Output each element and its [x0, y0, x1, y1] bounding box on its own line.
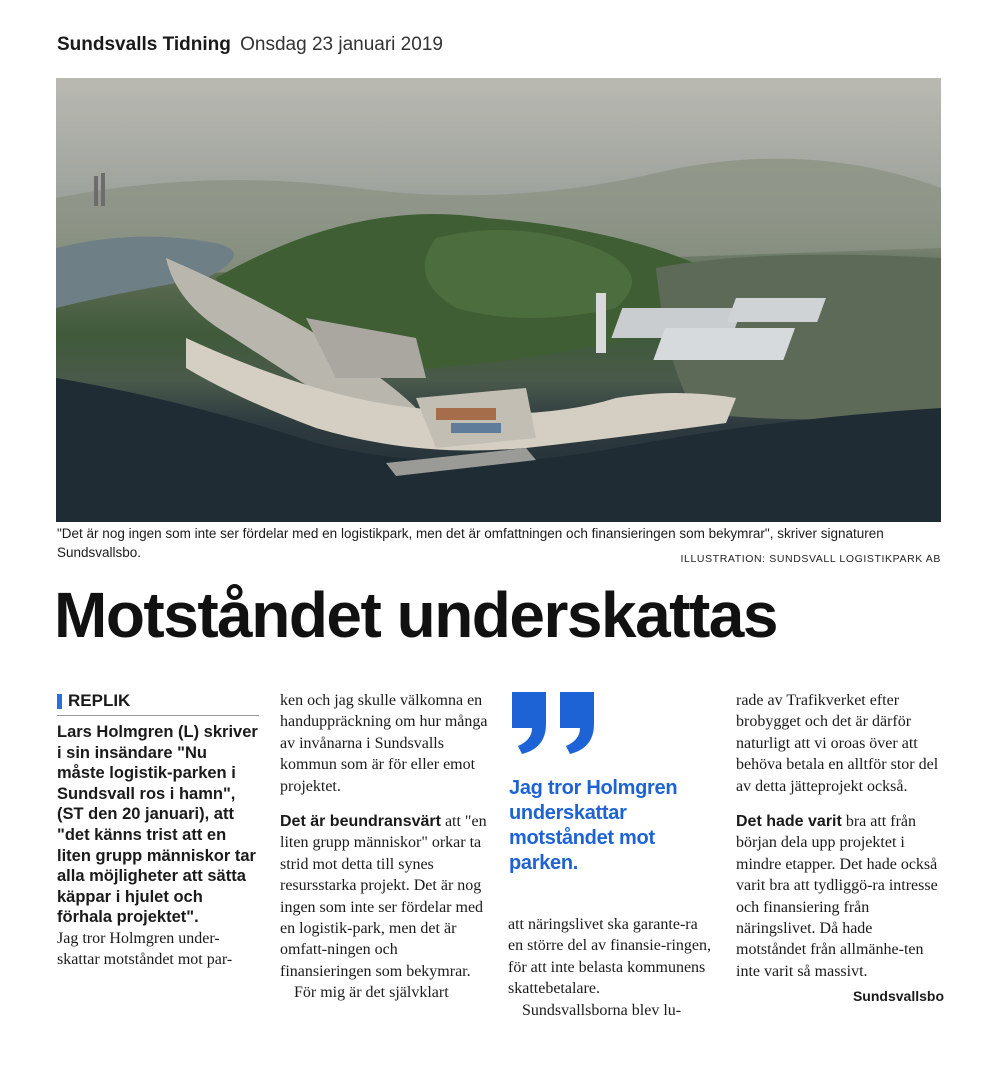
column-4-paragraph-2-text: bra att från början dela upp projektet i mindre etapper. Det hade också varit bra att tydliggö-ra intresse och finansiering från näringslivet. Då hade motståndet från allmänhe-ten inte varit så massivt. — [736, 813, 938, 980]
column-2-paragraph-2 — [280, 811, 490, 982]
masthead — [57, 34, 443, 56]
column-4-paragraph-2 — [736, 811, 944, 982]
kicker-label: REPLIK — [68, 691, 131, 710]
quotation-mark-icon — [508, 688, 608, 758]
photo-caption: "Det är nog ingen som inte ser fördelar med en logistikpark, men det är omfattningen och finansieringen som bekymrar", skriver signaturen Sundsvallsbo. — [57, 526, 884, 560]
author-signature: Sundsvallsbo — [852, 988, 944, 1005]
kicker — [57, 690, 259, 712]
column-1 — [57, 690, 259, 971]
kicker-divider — [57, 715, 259, 716]
column-3-paragraph-1: att näringslivet ska garante-ra en större del av finansie-ringen, för att inte belasta kommunens skattebetalare. — [508, 916, 712, 998]
column-1-body: Jag tror Holmgren under-skattar motståndet mot par- — [57, 929, 233, 969]
column-2 — [280, 690, 490, 1004]
column-3-paragraph-2: Sundsvallsborna blev lu- — [522, 1001, 682, 1019]
column-4 — [736, 690, 944, 1008]
issue-date: Onsdag 23 januari 2019 — [240, 34, 443, 55]
pull-quote — [508, 688, 708, 888]
aerial-illustration — [56, 78, 941, 522]
column-3 — [508, 914, 716, 1021]
column-2-paragraph-2-text: att "en liten grupp människor" orkar ta strid mot detta till synes resursstarka projekt. Det är nog ingen som inte ser fördelar med en logistik-park, men det är omfatt-ningen och finansieringen som bekymrar. — [280, 813, 487, 980]
lead-in: Det hade varit — [736, 813, 842, 831]
kicker-marker — [57, 694, 62, 709]
ingress: Lars Holmgren (L) skriver i sin insändare "Nu måste logistik-parken i Sundsvall ros i hamn", (ST den 20 januari), att "det känns trist att en liten grupp människor tar alla möjligheter att sätta käppar i hjulet och förhala projektet". — [57, 723, 258, 927]
illustration-graphic — [56, 78, 941, 522]
photo-credit: ILLUSTRATION: SUNDSVALL LOGISTIKPARK AB — [680, 553, 941, 565]
column-4-paragraph-1: rade av Trafikverket efter brobygget och det är därför naturligt att vi oroas över att behöva betala en alltför stor del av detta jätteprojekt också. — [736, 692, 939, 795]
newspaper-name: Sundsvalls Tidning — [57, 34, 231, 55]
column-2-paragraph-1: ken och jag skulle välkomna en handuppräckning om hur många av invånarna i Sundsvalls kommun som är för eller emot projektet. — [280, 692, 488, 795]
pull-quote-text: Jag tror Holmgren underskattar motståndet mot parken. — [509, 777, 678, 874]
article-headline: Motståndet underskattas — [54, 579, 777, 651]
column-2-paragraph-3: För mig är det självklart — [294, 984, 449, 1002]
lead-in: Det är beundransvärt — [280, 813, 441, 831]
